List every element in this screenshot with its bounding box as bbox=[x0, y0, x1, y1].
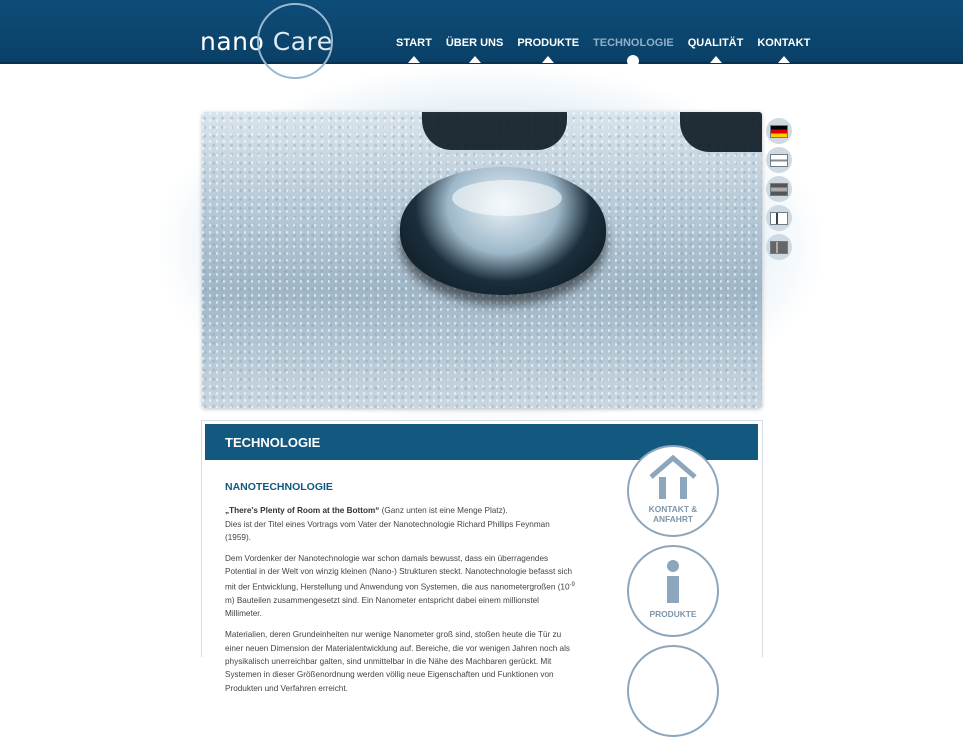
logo-nano: nano bbox=[200, 27, 265, 56]
article-heading: NANOTECHNOLOGIE bbox=[225, 481, 333, 493]
logo-care: Care bbox=[272, 27, 333, 56]
quote-translation: (Ganz unten ist eine Menge Platz). bbox=[379, 506, 508, 516]
uk-flag-icon bbox=[770, 154, 788, 167]
language-fi[interactable] bbox=[766, 205, 792, 231]
hero-shadow-shape bbox=[422, 112, 567, 150]
nav-ueber-uns-label: ÜBER UNS bbox=[445, 37, 504, 49]
more-button[interactable] bbox=[627, 645, 719, 737]
hero-shadow-shape bbox=[680, 112, 762, 152]
kontakt-anfahrt-button[interactable] bbox=[627, 445, 719, 537]
quote-source: Dies ist der Titel eines Vortrags vom Vater der Nanotechnologie Richard Phillips Feynman (1959). bbox=[225, 519, 550, 542]
button-label-line: KONTAKT & bbox=[648, 504, 698, 514]
paragraph-text: Dem Vordenker der Nanotechnologie war schon damals bewusst, dass ein überragendes Potential in der Welt von winzig kleinen (Nano-) Strukturen steckt. Nanotechnologie befasst sich mit der Entwicklung, Herstellung und Anwendung von Systemen, die aus nanometergroßen (10 bbox=[225, 554, 573, 592]
article-intro bbox=[225, 504, 577, 544]
article-paragraph bbox=[225, 552, 577, 620]
language-flag-icon bbox=[770, 183, 788, 196]
language-en[interactable] bbox=[766, 147, 792, 173]
nav-kontakt-label: KONTAKT bbox=[757, 37, 811, 49]
de-flag-icon bbox=[770, 125, 788, 138]
nav-produkte[interactable] bbox=[517, 37, 579, 49]
nav-pointer-icon bbox=[408, 56, 420, 63]
water-drop-highlight bbox=[452, 180, 562, 216]
hero-water-drop-image bbox=[202, 112, 762, 408]
nav-kontakt[interactable] bbox=[757, 37, 810, 49]
nav-produkte-label: PRODUKTE bbox=[517, 37, 580, 49]
kontakt-anfahrt-label bbox=[629, 504, 717, 524]
language-de[interactable] bbox=[766, 118, 792, 144]
nav-start-label: START bbox=[396, 37, 432, 49]
info-icon bbox=[661, 559, 685, 605]
nav-pointer-icon bbox=[778, 56, 790, 63]
section-title: TECHNOLOGIE bbox=[225, 435, 321, 450]
language-option-5[interactable] bbox=[766, 234, 792, 260]
paragraph-text: m) Bauteilen zusammengesetzt sind. Ein Nanometer entspricht dabei einem millionstel Millimeter. bbox=[225, 595, 540, 619]
article bbox=[225, 481, 577, 703]
button-label-line: ANFAHRT bbox=[652, 514, 693, 524]
top-header-bar bbox=[0, 0, 963, 64]
language-option-3[interactable] bbox=[766, 176, 792, 202]
nav-ueber-uns[interactable] bbox=[446, 37, 503, 49]
house-icon bbox=[647, 455, 699, 501]
nav-pointer-icon bbox=[469, 56, 481, 63]
produkte-button[interactable] bbox=[627, 545, 719, 637]
fi-flag-icon bbox=[770, 212, 788, 225]
nav-qualitaet[interactable] bbox=[688, 37, 744, 49]
nav-qualitaet-label: QUALITÄT bbox=[687, 37, 744, 49]
main-nav bbox=[396, 37, 824, 49]
nav-technologie[interactable] bbox=[593, 37, 674, 49]
content-panel bbox=[201, 420, 763, 693]
article-paragraph: Materialien, deren Grundeinheiten nur wenige Nanometer groß sind, stoßen heute die Tür zu einer neuen Dimension der Materialentwicklung auf. Bereiche, die vor wenigen Jahren noch als physikalisch unerreichbar galten, sind unmittelbar in die Nähe des Machbaren gerückt. Mit Systemen in dieser Größenordnung werden völlig neue Eigenschaften und Funktionen von Produkten und Verfahren erreicht. bbox=[225, 630, 570, 693]
language-flag-icon bbox=[770, 241, 788, 254]
exponent: -9 bbox=[569, 581, 575, 588]
produkte-label: PRODUKTE bbox=[649, 609, 697, 619]
quote-title: „There's Plenty of Room at the Bottom“ bbox=[225, 506, 380, 516]
nav-technologie-label: TECHNOLOGIE bbox=[593, 37, 674, 49]
nav-pointer-icon bbox=[542, 56, 554, 63]
nav-start[interactable] bbox=[396, 37, 432, 49]
nav-pointer-icon bbox=[710, 56, 722, 63]
